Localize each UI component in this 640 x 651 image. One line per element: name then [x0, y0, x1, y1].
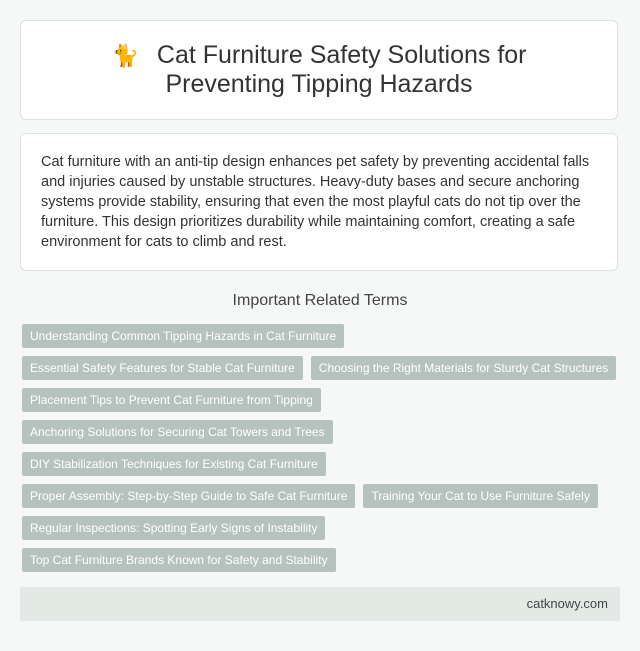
page-title [61, 41, 577, 99]
cat-icon: 🐈 [111, 43, 139, 68]
related-term-tag[interactable]: Training Your Cat to Use Furniture Safely [363, 484, 597, 508]
footer-site-link[interactable]: catknowy.com [526, 596, 608, 611]
term-row [22, 420, 622, 444]
related-term-tag[interactable]: Proper Assembly: Step-by-Step Guide to Safe Cat Furniture [22, 484, 355, 508]
page-title-text: Cat Furniture Safety Solutions for Preventing Tipping Hazards [156, 41, 527, 98]
related-term-tag[interactable]: Regular Inspections: Spotting Early Signs of Instability [22, 516, 325, 540]
related-term-tag[interactable]: Essential Safety Features for Stable Cat Furniture [22, 356, 303, 380]
term-row [22, 516, 622, 540]
term-row [22, 548, 622, 572]
description-card [20, 133, 618, 271]
related-term-tag[interactable]: Anchoring Solutions for Securing Cat Towers and Trees [22, 420, 333, 444]
related-term-tag[interactable]: DIY Stabilization Techniques for Existing Cat Furniture [22, 452, 326, 476]
term-row [22, 324, 622, 348]
description-text: Cat furniture with an anti-tip design enhances pet safety by preventing accidental falls and injuries caused by unstable structures. Heavy-duty bases and secure anchoring systems provide stability, ensuring that even the most playful cats do not tip over the furniture. This design prioritizes durability while maintaining comfort, creating a safe environment for cats to climb and rest. [41, 154, 590, 250]
related-terms-list [22, 324, 622, 580]
related-term-tag[interactable]: Understanding Common Tipping Hazards in Cat Furniture [22, 324, 344, 348]
related-term-tag[interactable]: Top Cat Furniture Brands Known for Safety and Stability [22, 548, 336, 572]
term-row [22, 484, 622, 508]
term-row [22, 356, 622, 380]
term-row [22, 388, 622, 412]
title-card [20, 20, 618, 120]
related-term-tag[interactable]: Placement Tips to Prevent Cat Furniture from Tipping [22, 388, 321, 412]
term-row [22, 452, 622, 476]
related-terms-heading: Important Related Terms [232, 292, 408, 309]
related-term-tag[interactable]: Choosing the Right Materials for Sturdy Cat Structures [311, 356, 616, 380]
footer [20, 587, 620, 621]
